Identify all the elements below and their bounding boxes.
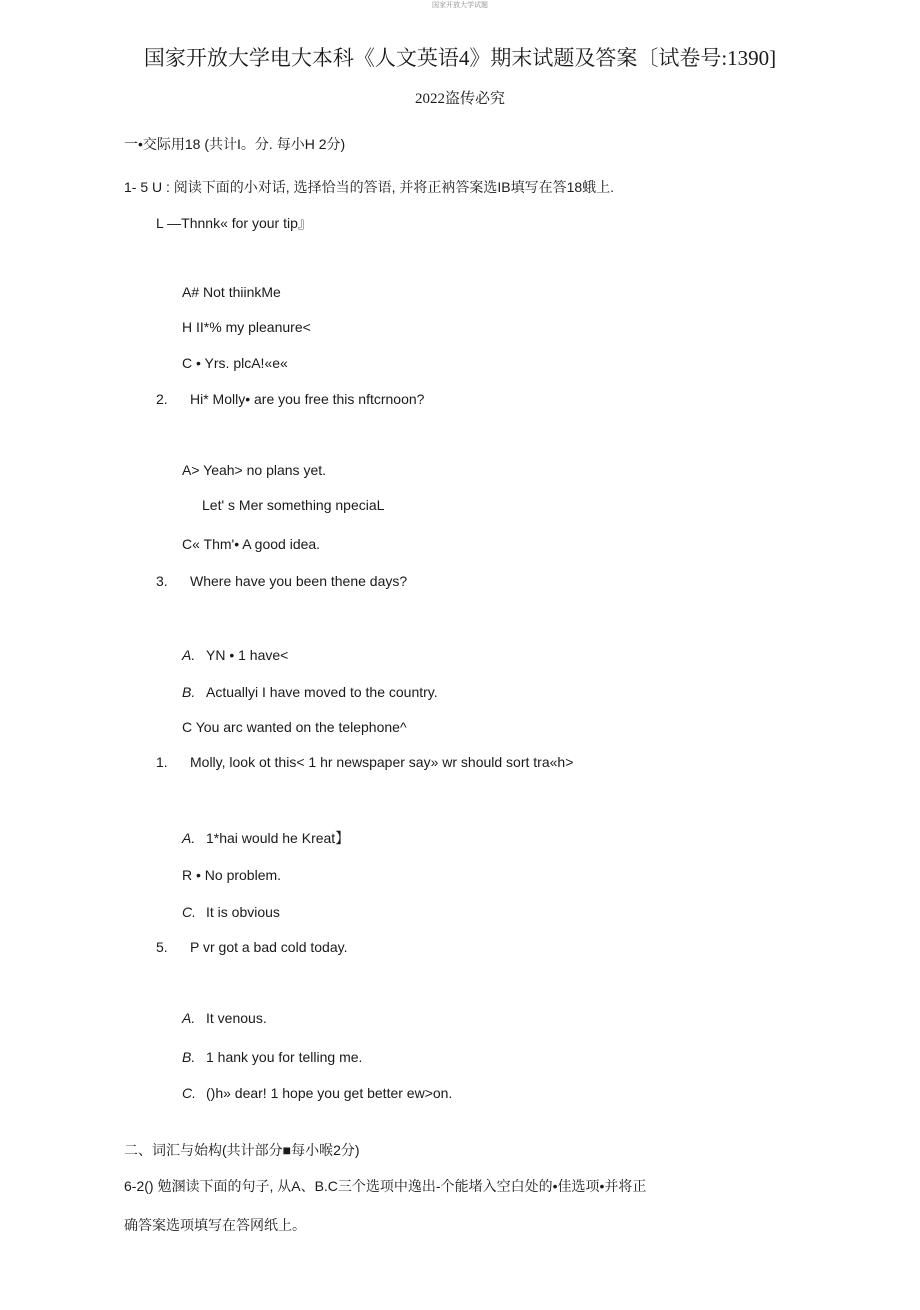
- document-subtitle: 2022盗传必究: [414, 91, 505, 107]
- question-2-option-b: Let' s Mer something npeciaL: [202, 497, 385, 513]
- question-1-option-c: C • Yrs. plcA!«e«: [182, 355, 288, 371]
- section2-instruction-line1: 6-2() 勉溷读下面的句子, 从A、B.C三个选项中逸出-个能堵入空白处的•佳选项•并将正: [124, 1178, 647, 1194]
- question-1-option-a: A# Not thiinkMe: [182, 284, 281, 300]
- section1-instruction: 1- 5 U : 阅读下面的小对话, 选择恰当的答语, 并将正衲答案选IB填写在答18蛾上.: [124, 179, 615, 195]
- section2-instruction-line2: 确答案选项填写在答网纸上。: [124, 1217, 306, 1233]
- option-label: C.: [182, 904, 196, 920]
- question-4-option-a: [182, 828, 349, 848]
- option-text: Actuallyi I have moved to the country.: [206, 684, 438, 700]
- question-5-prompt: P vr got a bad cold today.: [190, 939, 348, 955]
- question-2-option-a: A> Yeah> no plans yet.: [182, 462, 327, 478]
- question-3-option-a: [182, 647, 288, 663]
- option-label: C.: [182, 1085, 196, 1101]
- section2-heading: 二、词汇与始构(共计部分■每小喉2分): [124, 1142, 360, 1158]
- question-1-prompt: L —Thnnk« for your tip』: [156, 215, 312, 231]
- question-3-option-b: [182, 684, 438, 700]
- question-2-prompt: Hi* Molly• are you free this nftcrnoon?: [190, 391, 425, 407]
- question-5-number: 5.: [156, 939, 168, 955]
- question-4-option-c: [182, 904, 280, 920]
- option-label: A.: [182, 830, 196, 846]
- question-2-option-c: C« Thm'• A good idea.: [182, 536, 321, 552]
- option-text: It venous.: [206, 1010, 267, 1026]
- question-5-option-a: [182, 1010, 267, 1026]
- option-text: YN • 1 have<: [206, 647, 289, 663]
- question-5-option-c: [182, 1085, 452, 1101]
- option-label: B.: [182, 684, 196, 700]
- question-3-option-c: C You arc wanted on the telephone^: [182, 719, 407, 735]
- question-3-number: 3.: [156, 573, 168, 589]
- option-text: 1*hai would he Kreat】: [206, 830, 350, 846]
- option-text: It is obvious: [206, 904, 280, 920]
- question-4-option-b: R • No problem.: [182, 867, 282, 883]
- question-4-prompt: Molly, look ot this< 1 hr newspaper say» wr should sort tra«h>: [190, 754, 574, 770]
- option-label: A.: [182, 1010, 196, 1026]
- option-text: 1 hank you for telling me.: [206, 1049, 363, 1065]
- page-header: 国家开放大学试题: [432, 2, 488, 9]
- question-2-number: 2.: [156, 391, 168, 407]
- option-text: ()h» dear! 1 hope you get better ew>on.: [206, 1085, 453, 1101]
- question-4-number: 1.: [156, 754, 168, 770]
- document-title: 国家开放大学电大本科《人文英语4》期末试题及答案〔试卷号:1390]: [143, 46, 777, 70]
- question-3-prompt: Where have you been thene days?: [190, 573, 408, 589]
- option-label: B.: [182, 1049, 196, 1065]
- question-5-option-b: [182, 1049, 362, 1065]
- option-label: A.: [182, 647, 196, 663]
- question-1-option-b: H II*% my pleanure<: [182, 319, 311, 335]
- section1-heading: 一•交际用18 (共计I。分. 每小H 2分): [124, 136, 346, 152]
